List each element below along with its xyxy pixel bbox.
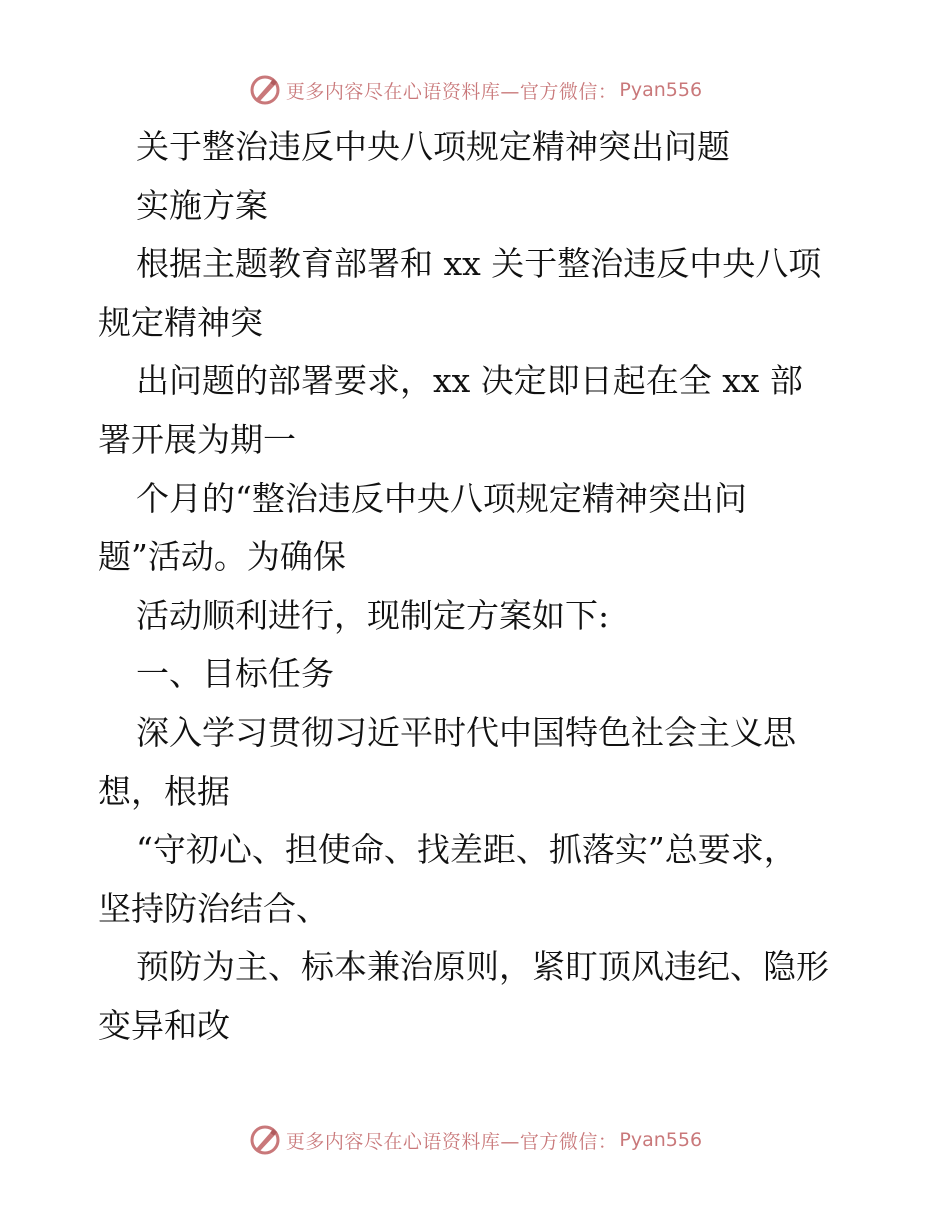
doc-paragraph-line: 变异和改	[98, 1005, 230, 1045]
doc-paragraph-line: 坚持防治结合、	[98, 888, 329, 928]
watermark-text: 更多内容尽在心语资料库—官方微信：	[285, 1130, 618, 1153]
watermark-text: 更多内容尽在心语资料库—官方微信：	[285, 80, 618, 103]
doc-paragraph-line: 规定精神突	[98, 302, 263, 342]
footer-watermark	[0, 1120, 950, 1160]
document-body	[0, 118, 950, 1056]
doc-title-line: 关于整治违反中央八项规定精神突出问题	[136, 127, 730, 166]
doc-paragraph-line: 活动顺利进行，现制定方案如下:	[136, 595, 610, 635]
doc-paragraph-line: 题”活动。为确保	[98, 537, 346, 577]
doc-paragraph-line: 想，根据	[98, 771, 230, 811]
header-watermark	[0, 70, 950, 110]
doc-paragraph-line: 预防为主、标本兼治原则，紧盯顶风违纪、隐形	[136, 947, 829, 987]
watermark-contact: Pyan556	[619, 1129, 703, 1151]
doc-paragraph-line: 个月的“整治违反中央八项规定精神突出问	[136, 478, 747, 518]
doc-paragraph-line: “守初心、担使命、找差距、抓落实”总要求，	[136, 830, 797, 870]
doc-paragraph-line: 出问题的部署要求，xx 决定即日起在全 xx 部	[136, 361, 803, 401]
watermark-contact: Pyan556	[619, 79, 703, 101]
pen-circle-logo-icon	[248, 73, 282, 107]
doc-paragraph-line: 根据主题教育部署和 xx 关于整治违反中央八项	[136, 244, 822, 284]
doc-paragraph-line: 深入学习贯彻习近平时代中国特色社会主义思	[136, 712, 796, 752]
pen-circle-logo-icon	[248, 1123, 282, 1157]
doc-subtitle-line: 实施方案	[136, 185, 268, 225]
section-heading: 一、目标任务	[136, 654, 334, 694]
doc-paragraph-line: 署开展为期一	[98, 419, 296, 459]
